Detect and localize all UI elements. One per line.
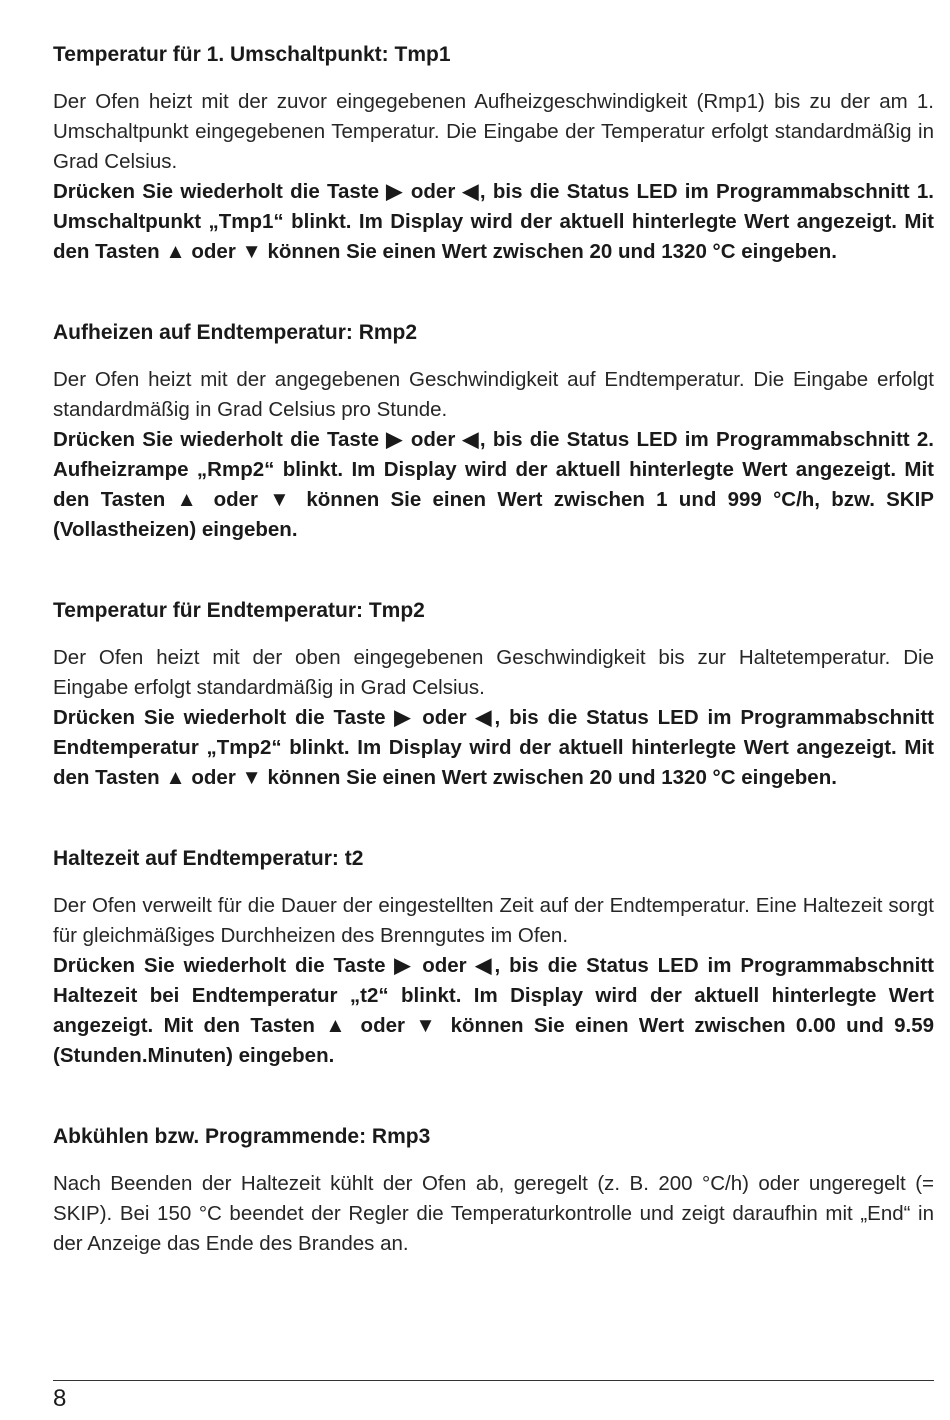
section-heading: Temperatur für 1. Umschaltpunkt: Tmp1 [53, 43, 451, 66]
page-number: 8 [53, 1385, 67, 1412]
section-instruction: Drücken Sie wiederholt die Taste ▶ oder ◀, bis die Status LED im Programmabschnitt Endtemperatur „Tmp2“ blinkt. Im Display wird der aktuell hinterlegte Wert angezeigt. Mit den Tasten ▲ oder ▼ können Sie einen Wert zwischen 20 und 1320 °C eingeben. [53, 706, 934, 789]
section-instruction: Drücken Sie wiederholt die Taste ▶ oder ◀, bis die Status LED im Programmabschnitt 1. Umschaltpunkt „Tmp1“ blinkt. Im Display wird der aktuell hinterlegte Wert angezeigt. Mit den Tasten ▲ oder ▼ können Sie einen Wert zwischen 20 und 1320 °C eingeben. [53, 180, 934, 263]
footer-divider [53, 1380, 934, 1381]
section-body: Der Ofen verweilt für die Dauer der eingestellten Zeit auf der Endtemperatur. Eine Haltezeit sorgt für gleichmäßiges Durchheizen des Brenngutes im Ofen. [53, 894, 934, 947]
section-rmp2 [53, 318, 934, 545]
section-heading: Abkühlen bzw. Programmende: Rmp3 [53, 1125, 431, 1148]
section-tmp1 [53, 40, 934, 267]
section-heading: Haltezeit auf Endtemperatur: t2 [53, 847, 364, 870]
section-heading: Aufheizen auf Endtemperatur: Rmp2 [53, 321, 418, 344]
section-rmp3 [53, 1122, 934, 1259]
section-body: Der Ofen heizt mit der zuvor eingegebenen Aufheizgeschwindigkeit (Rmp1) bis zu der am 1. Umschaltpunkt eingegebenen Temperatur. Die Eingabe der Temperatur erfolgt standardmäßig in Grad Celsius. [53, 90, 934, 173]
document-page [53, 40, 934, 1259]
section-body: Der Ofen heizt mit der oben eingegebenen Geschwindigkeit bis zur Haltetemperatur. Die Eingabe erfolgt standardmäßig in Grad Celsius. [53, 646, 934, 699]
section-t2 [53, 844, 934, 1071]
section-body: Der Ofen heizt mit der angegebenen Geschwindigkeit auf Endtemperatur. Die Eingabe erfolgt standardmäßig in Grad Celsius pro Stunde. [53, 368, 934, 421]
section-tmp2 [53, 596, 934, 793]
section-instruction: Drücken Sie wiederholt die Taste ▶ oder ◀, bis die Status LED im Programmabschnitt 2. Aufheizrampe „Rmp2“ blinkt. Im Display wird der aktuell hinterlegte Wert angezeigt. Mit den Tasten ▲ oder ▼ können Sie einen Wert zwischen 1 und 999 °C/h, bzw. SKIP (Vollastheizen) eingeben. [53, 428, 934, 541]
section-body: Nach Beenden der Haltezeit kühlt der Ofen ab, geregelt (z. B. 200 °C/h) oder ungeregelt (= SKIP). Bei 150 °C beendet der Regler die Temperaturkontrolle und zeigt daraufhin mit „End“ in der Anzeige das Ende des Brandes an. [53, 1172, 934, 1255]
section-heading: Temperatur für Endtemperatur: Tmp2 [53, 599, 425, 622]
section-instruction: Drücken Sie wiederholt die Taste ▶ oder ◀, bis die Status LED im Programmabschnitt Haltezeit bei Endtemperatur „t2“ blinkt. Im Display wird der aktuell hinterlegte Wert angezeigt. Mit den Tasten ▲ oder ▼ können Sie einen Wert zwischen 0.00 und 9.59 (Stunden.Minuten) eingeben. [53, 954, 934, 1067]
